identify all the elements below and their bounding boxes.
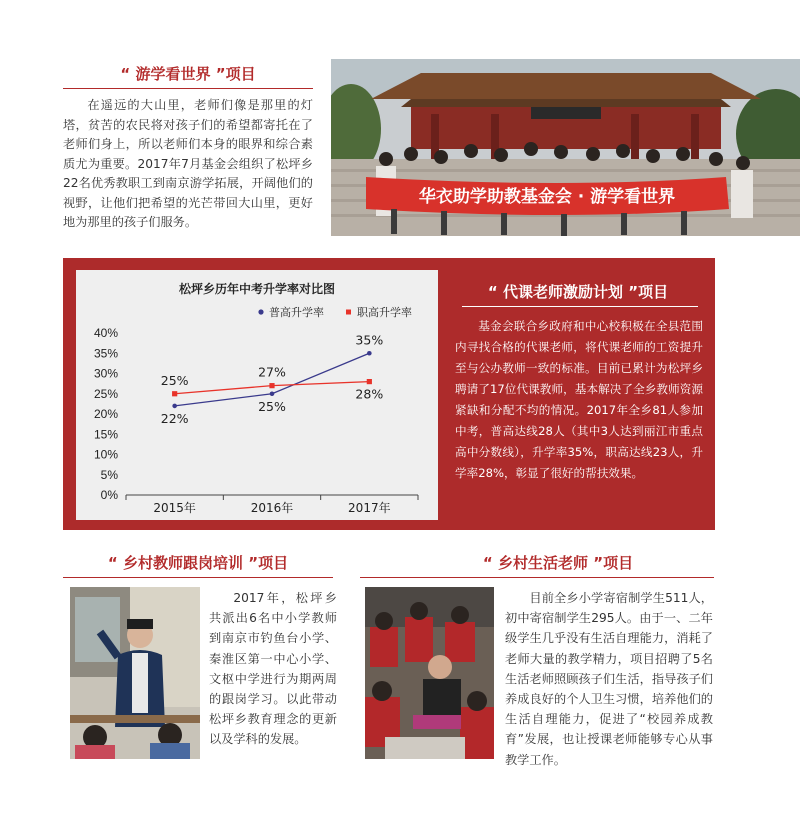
chart-title: 松坪乡历年中考升学率对比图 xyxy=(178,282,336,296)
series-1-point xyxy=(367,379,372,384)
series-0-point xyxy=(172,404,177,409)
legend-label-series-1: 职高升学率 xyxy=(357,306,412,319)
series-0-point xyxy=(270,391,275,396)
group-photo xyxy=(331,59,800,236)
banner-text: 华衣助学助教基金会 · 游学看世界 xyxy=(418,187,676,207)
line-chart xyxy=(76,270,438,520)
section-title-teacher-training: “ 乡村教师跟岗培训 ”项目 xyxy=(107,554,289,572)
series-1-data-label: 28% xyxy=(355,386,384,402)
chart-legend xyxy=(258,305,412,319)
y-tick-label: 20% xyxy=(93,407,118,421)
section-text-study-tour: 在遥远的大山里，老师们像是那里的灯塔，贫苦的农民将对孩子们的希望都寄托在了老师们身上，所以老师们本身的眼界和综合素质尤为重要。2017年7月基金会组织了松坪乡22名优秀教职工到南京游学拓展，开阔他们的视野，让他们把希望的光芒带回大山里，更好地为那里的孩子们服务。 xyxy=(63,98,313,229)
series-0-data-label: 25% xyxy=(258,398,286,414)
legend-marker-series-1 xyxy=(346,310,351,315)
x-tick-label: 2016年 xyxy=(250,501,294,515)
section-title-substitute-teacher: “ 代课老师激励计划 ”项目 xyxy=(487,283,669,301)
title-rule xyxy=(63,88,313,89)
y-tick-label: 30% xyxy=(93,366,118,381)
y-tick-label: 25% xyxy=(93,386,118,401)
title-rule xyxy=(462,306,698,307)
title-rule xyxy=(360,577,714,578)
students-photo xyxy=(365,587,494,759)
x-axis xyxy=(126,495,418,515)
y-tick-label: 0% xyxy=(100,488,118,502)
section-title-study-tour: “ 游学看世界 ”项目 xyxy=(120,65,256,83)
y-tick-label: 15% xyxy=(93,427,118,442)
series-0-data-label: 22% xyxy=(160,410,189,426)
y-tick-label: 10% xyxy=(93,447,118,462)
section-text-life-teacher: 目前全乡小学寄宿制学生511人，初中寄宿制学生295人。由于一、二年级学生几乎没有生活自理能力，消耗了老师大量的教学精力，项目招聘了5名生活老师照顾孩子们生活，指导孩子们养成良好的个人卫生习惯，培养他们的生活自理能力，促进了“校园养成教育”发展，也让授课老师能够专心从事教学工作。 xyxy=(505,591,713,767)
series-1-point xyxy=(172,391,177,396)
section-text-substitute-teacher: 基金会联合乡政府和中心校积极在全县范围内寻找合格的代课老师，将代课老师的工资提升至与公办教师一致的标准。目前已累计为松坪乡聘请了17位代课教师，基本解决了全乡教师资源紧缺和分配不均的情况。2017年全乡81人参加中考，普高达线28人（其中3人达到丽江市重点高中分数线），升学率35%，职高达线23人，升学率28%，彰显了很好的帮扶效果。 xyxy=(455,319,703,480)
series-0-point xyxy=(367,351,372,356)
series-1-data-label: 27% xyxy=(258,364,286,380)
legend-label-series-0: 普高升学率 xyxy=(269,306,324,319)
series-1-point xyxy=(269,383,274,388)
section-text-teacher-training: 2017年，松坪乡共派出6名中小学教师到南京市钓鱼台小学、秦淮区第一中心小学、文枢中学进行为期两周的跟岗学习。以此带动松坪乡教育理念的更新以及学科的发展。 xyxy=(209,591,337,747)
series-layer xyxy=(161,332,384,426)
x-tick-label: 2017年 xyxy=(348,501,391,515)
y-tick-label: 40% xyxy=(93,326,118,340)
y-tick-label: 35% xyxy=(93,346,118,361)
teacher-photo xyxy=(70,587,200,759)
section-title-life-teacher: “ 乡村生活老师 ”项目 xyxy=(482,554,634,572)
chart-panel xyxy=(76,270,438,520)
y-axis xyxy=(94,326,118,502)
y-tick-label: 5% xyxy=(100,467,118,482)
series-1-data-label: 25% xyxy=(160,372,189,388)
legend-marker-series-0 xyxy=(258,309,263,314)
x-tick-label: 2015年 xyxy=(153,501,196,515)
series-0-data-label: 35% xyxy=(355,332,384,348)
title-rule xyxy=(63,577,333,578)
